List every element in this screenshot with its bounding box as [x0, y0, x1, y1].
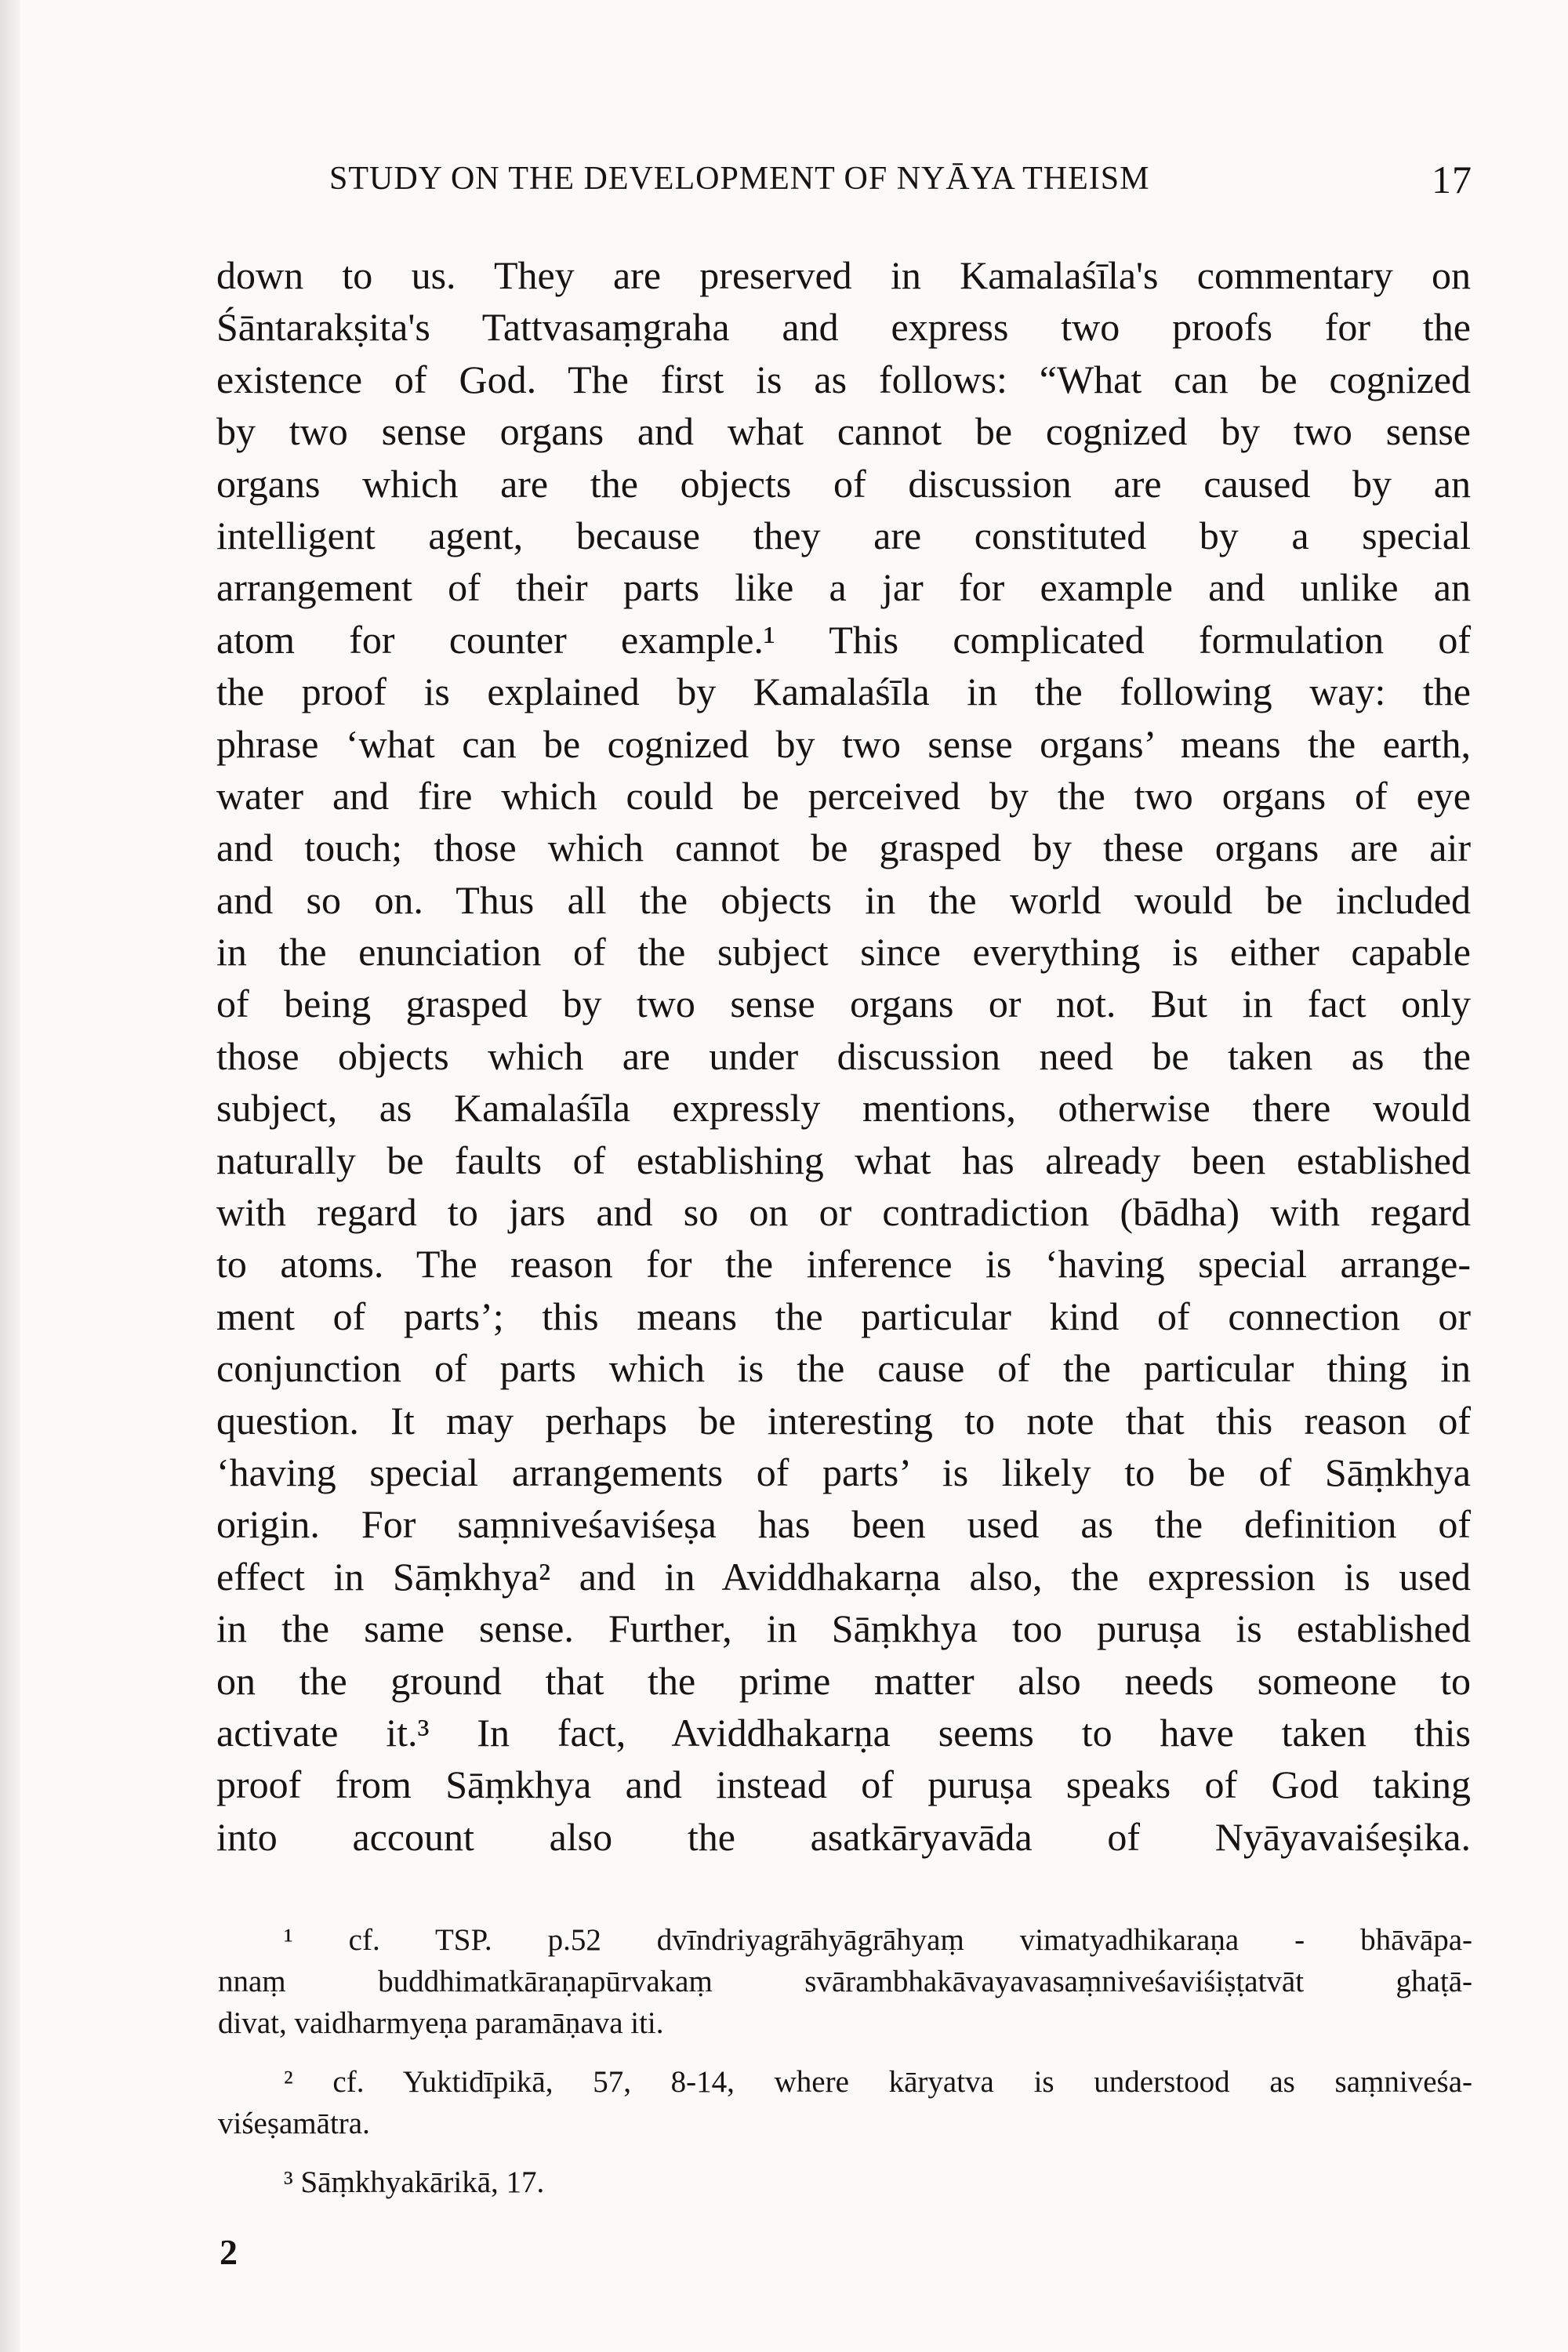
- footnote-line: viśeṣamātra.: [218, 2107, 370, 2140]
- text-line: effect in Sāṃkhya² and in Aviddhakarṇa also, the expression is used: [216, 1554, 1471, 1599]
- text-line: the proof is explained by Kamalaśīla in the following way: the: [216, 670, 1471, 714]
- text-line: on the ground that the prime matter also needs someone to: [216, 1658, 1471, 1703]
- footnote-line: ² cf. Yuktidīpikā, 57, 8-14, where kāryatva is understood as saṃniveśa-: [284, 2065, 1472, 2099]
- text-line: intelligent agent, because they are constituted by a special: [216, 513, 1471, 557]
- signature-mark: 2: [220, 2232, 238, 2272]
- text-line: proof from Sāṃkhya and instead of puruṣa speaks of God taking: [216, 1762, 1471, 1807]
- text-line: to atoms. The reason for the inference is ‘having special arrange-: [216, 1242, 1471, 1287]
- text-line: in the same sense. Further, in Sāṃkhya too puruṣa is established: [216, 1606, 1471, 1651]
- text-line: ‘having special arrangements of parts’ is likely to be of Sāṃkhya: [216, 1450, 1471, 1494]
- text-line: down to us. They are preserved in Kamalaśīla's commentary on: [216, 253, 1471, 297]
- text-line: arrangement of their parts like a jar for example and unlike an: [216, 565, 1471, 610]
- text-line: organs which are the objects of discussion are caused by an: [216, 461, 1471, 506]
- text-line: naturally be faults of establishing what has already been established: [216, 1138, 1471, 1182]
- text-line: into account also the asatkāryavāda of Nyāyavaiśeṣika.: [216, 1814, 1471, 1859]
- text-line: and touch; those which cannot be grasped by these organs are air: [216, 826, 1471, 870]
- main-paragraph: [216, 249, 1471, 1863]
- footnote-3: [218, 2161, 1472, 2203]
- text-line: atom for counter example.¹ This complicated formulation of: [216, 617, 1471, 662]
- text-line: subject, as Kamalaśīla expressly mentions, otherwise there would: [216, 1086, 1471, 1131]
- footnote-line: ³ Sāṃkhyakārikā, 17.: [284, 2165, 545, 2199]
- text-line: question. It may perhaps be interesting to note that this reason of: [216, 1398, 1471, 1443]
- text-line: water and fire which could be perceived by the two organs of eye: [216, 773, 1471, 818]
- page-edge: [0, 0, 20, 2352]
- text-line: ment of parts’; this means the particular kind of connection or: [216, 1294, 1471, 1338]
- text-line: existence of God. The first is as follows: “What can be cognized: [216, 357, 1471, 401]
- footnote-line: nnaṃ buddhimatkāraṇapūrvakaṃ svārambhakāvayavasaṃniveśaviśiṣṭatvāt ghaṭā-: [218, 1965, 1472, 1998]
- footnote-1: [218, 1919, 1472, 2044]
- running-title: STUDY ON THE DEVELOPMENT OF NYĀYA THEISM: [329, 161, 1150, 197]
- text-line: activate it.³ In fact, Aviddhakarṇa seems to have taken this: [216, 1710, 1471, 1755]
- footnotes: [218, 1919, 1472, 2220]
- text-line: of being grasped by two sense organs or not. But in fact only: [216, 982, 1471, 1026]
- text-line: conjunction of parts which is the cause of the particular thing in: [216, 1346, 1471, 1391]
- footnote-2: [218, 2061, 1472, 2144]
- text-line: by two sense organs and what cannot be cognized by two sense: [216, 409, 1471, 454]
- text-line: with regard to jars and so on or contradiction (bādha) with regard: [216, 1190, 1471, 1235]
- text-line: origin. For saṃniveśaviśeṣa has been used as the definition of: [216, 1502, 1471, 1547]
- text-line: and so on. Thus all the objects in the world would be included: [216, 877, 1471, 922]
- text-line: phrase ‘what can be cognized by two sense organs’ means the earth,: [216, 721, 1471, 766]
- page-number: 17: [1432, 158, 1472, 201]
- text-line: in the enunciation of the subject since everything is either capable: [216, 930, 1471, 975]
- text-line: Śāntarakṣita's Tattvasaṃgraha and express two proofs for the: [216, 305, 1471, 350]
- footnote-line: divat, vaidharmyeṇa paramāṇava iti.: [218, 2006, 664, 2040]
- text-line: those objects which are under discussion need be taken as the: [216, 1033, 1471, 1078]
- footnote-line: ¹ cf. TSP. p.52 dvīndriyagrāhyāgrāhyaṃ vimatyadhikaraṇa - bhāvāpa-: [284, 1923, 1472, 1957]
- running-header: [259, 160, 1472, 207]
